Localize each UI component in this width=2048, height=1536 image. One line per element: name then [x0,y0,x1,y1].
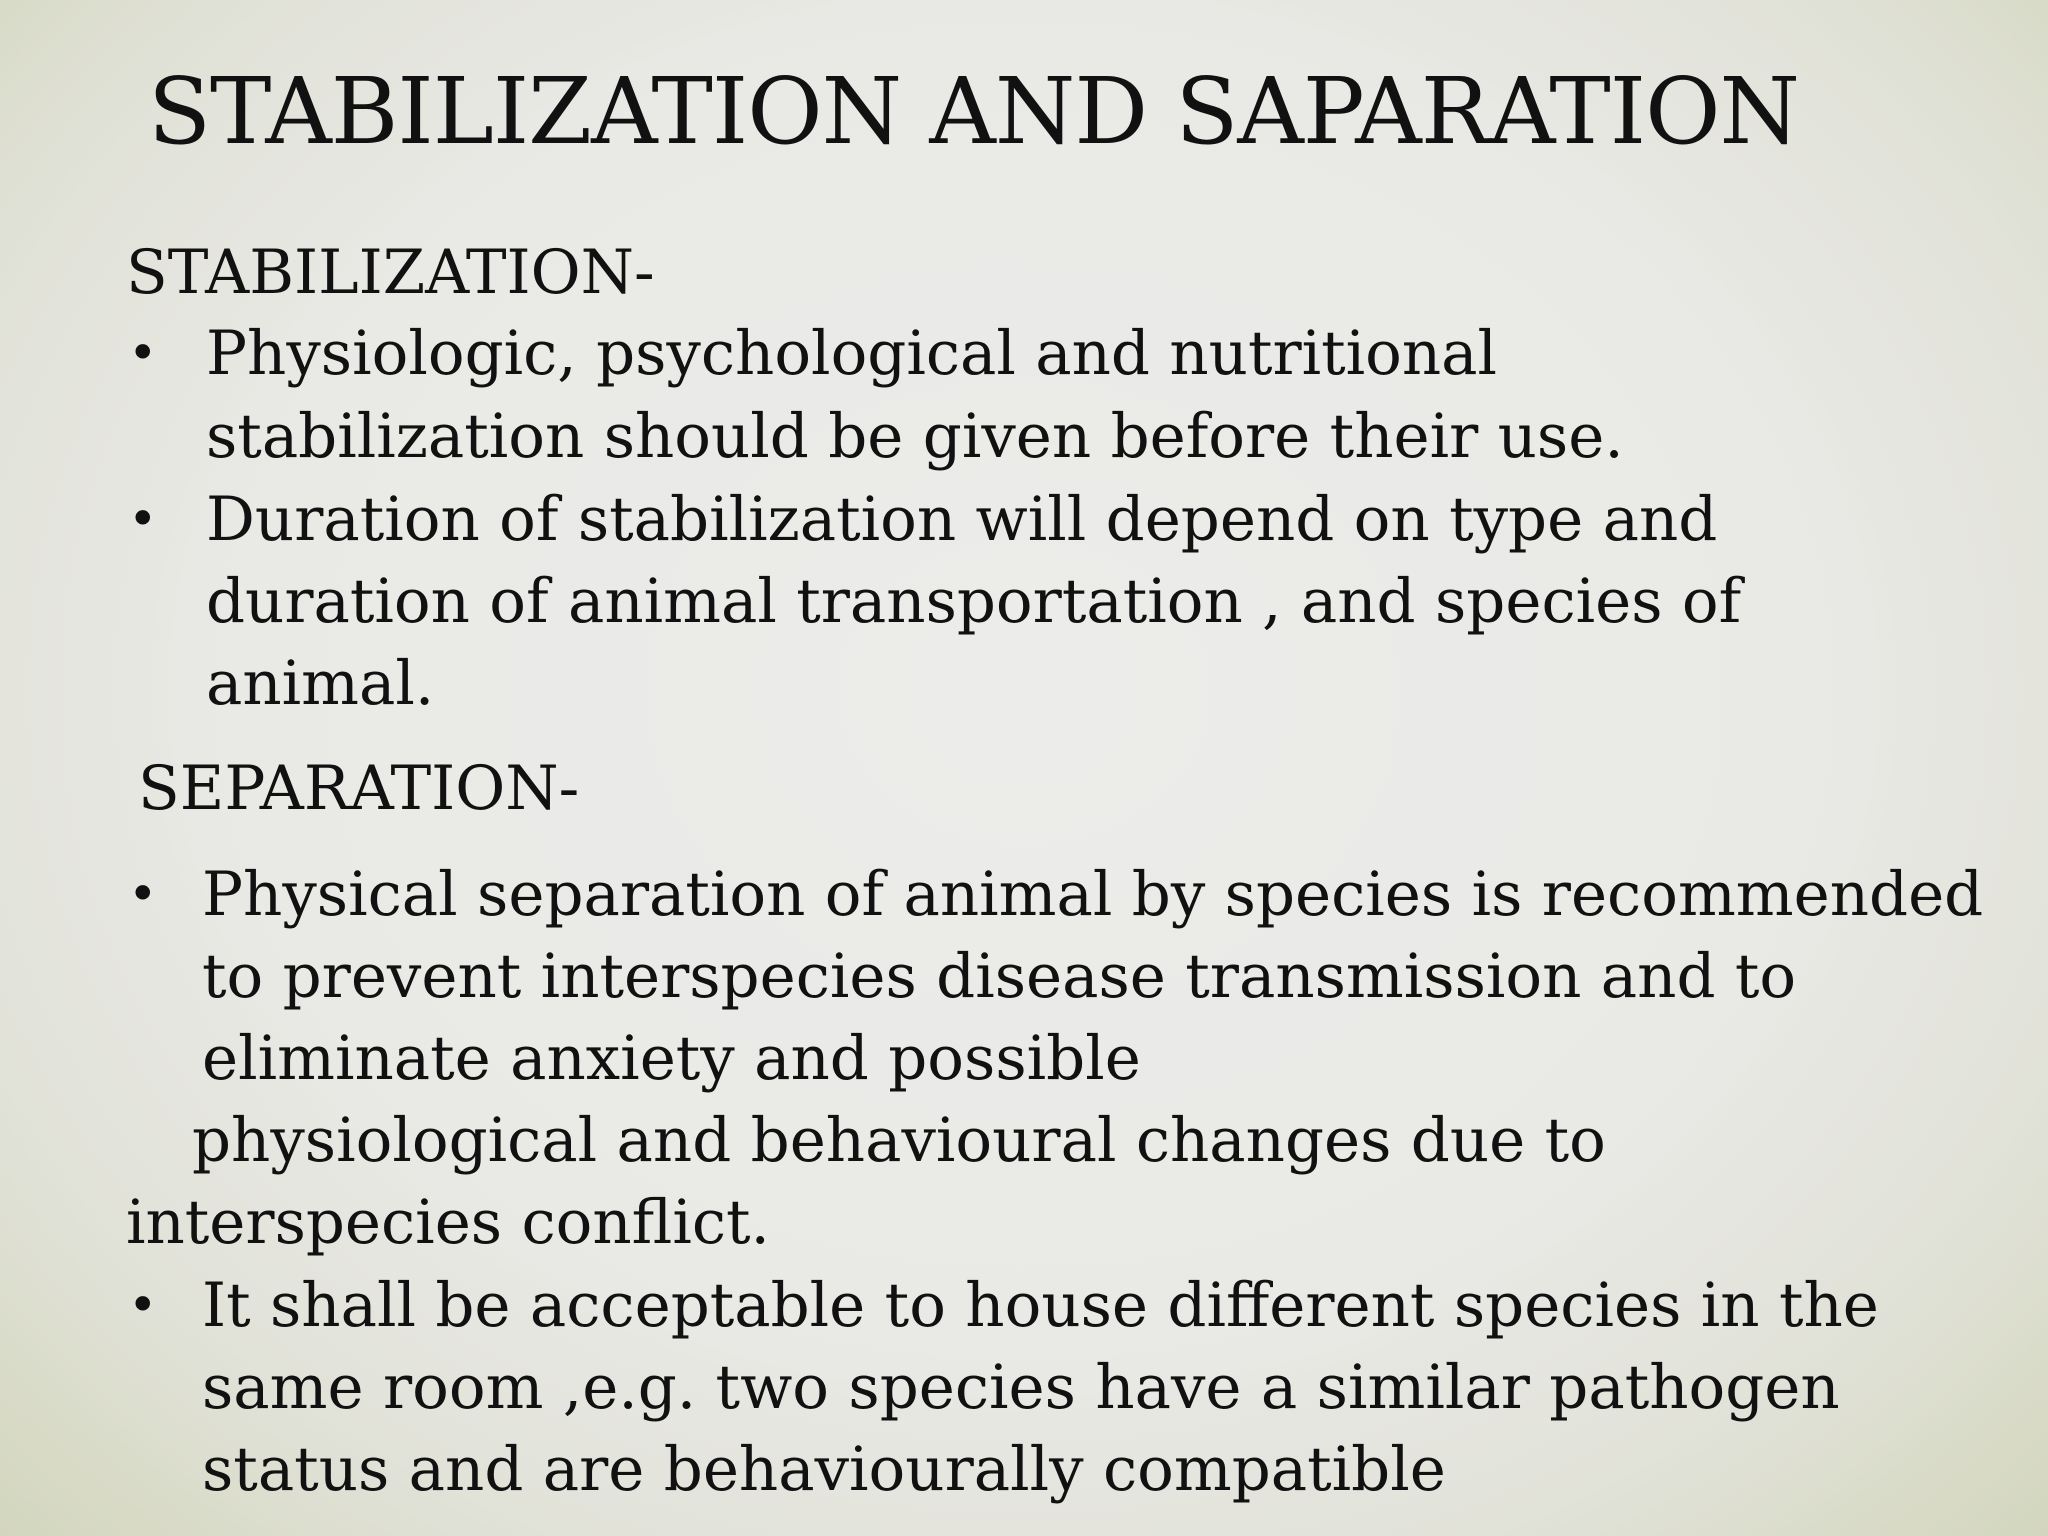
bullet-text-line: duration of animal transportation , and species of [206,566,1742,637]
stabilization-heading: STABILIZATION- [126,237,655,308]
bullet-marker: • [128,1276,158,1334]
bullet-text-line: physiological and behavioural changes due to [192,1105,1606,1176]
bullet-text-line: interspecies conflict. [126,1187,770,1258]
bullet-text-line: animal. [206,648,435,719]
separation-heading: SEPARATION- [138,753,580,824]
bullet-marker: • [128,865,158,923]
bullet-text-line: Duration of stabilization will depend on type and [206,484,1718,555]
slide-title: STABILIZATION AND SAPARATION [148,58,1799,165]
bullet-marker: • [128,324,158,382]
bullet-text-line: same room ,e.g. two species have a similar pathogen [202,1352,1840,1423]
bullet-marker: • [128,490,158,548]
bullet-text-line: to prevent interspecies disease transmission and to [202,941,1797,1012]
bullet-text-line: It shall be acceptable to house different species in the [202,1270,1879,1341]
bullet-text-line: Physiologic, psychological and nutritional [206,318,1498,389]
bullet-text-line: status and are behaviourally compatible [202,1434,1446,1505]
bullet-text-line: Physical separation of animal by species is recommended [202,859,1984,930]
bullet-text-line: eliminate anxiety and possible [202,1023,1141,1094]
bullet-text-line: stabilization should be given before their use. [206,401,1624,472]
